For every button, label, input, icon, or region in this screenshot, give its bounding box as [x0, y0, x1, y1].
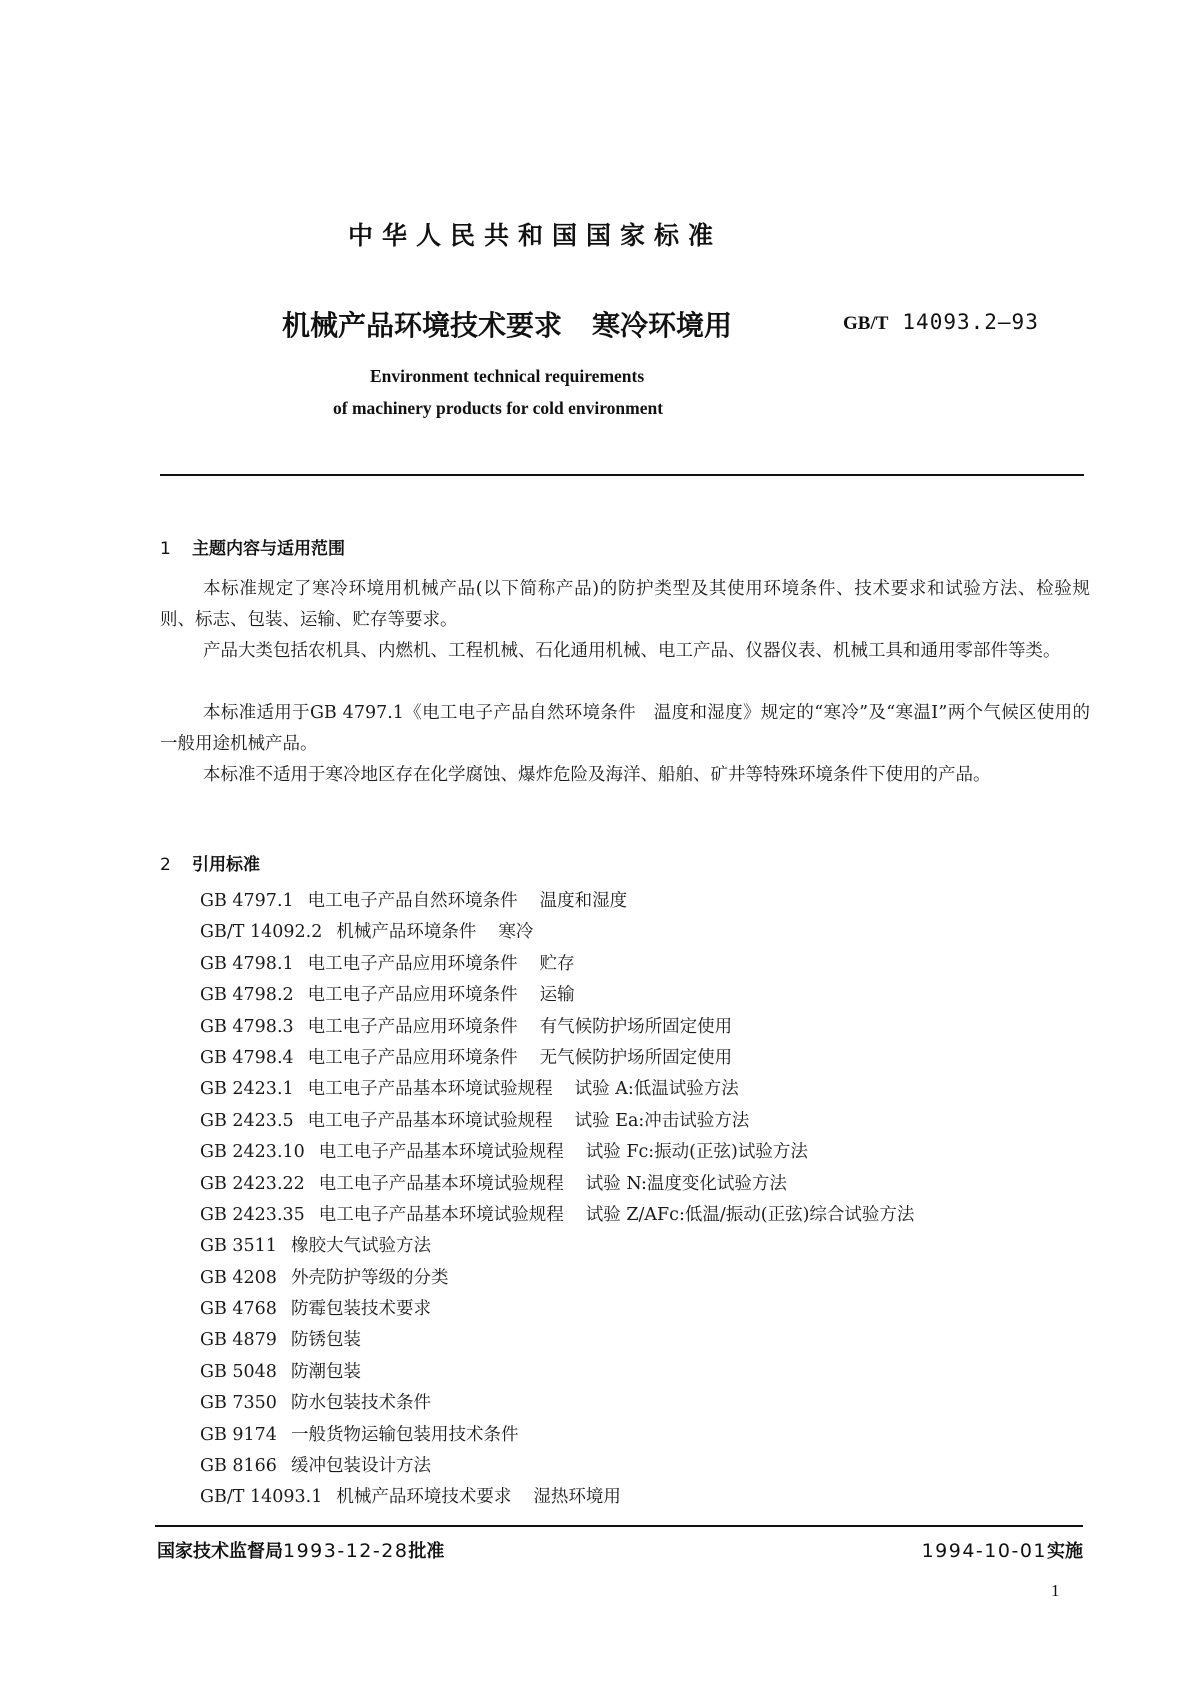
- reference-item: [200, 1231, 914, 1262]
- reference-title: 缓冲包装设计方法: [290, 1456, 431, 1477]
- reference-code: GB/T 14092.2: [200, 922, 323, 943]
- reference-code: GB 4768: [200, 1299, 277, 1320]
- reference-title: 机械产品环境技术要求: [336, 1487, 512, 1508]
- reference-code: GB 5048: [200, 1361, 277, 1382]
- reference-subtitle: 运输: [539, 985, 575, 1006]
- reference-code: GB 7350: [200, 1393, 277, 1414]
- reference-subtitle: 试验 Ea:冲击试验方法: [574, 1110, 750, 1131]
- approval-info: [157, 1537, 444, 1563]
- approval-org: 国家技术监督局: [157, 1541, 283, 1562]
- reference-title: 电工电子产品应用环境条件: [307, 1047, 518, 1068]
- paragraph: 产品大类包括农机具、内燃机、工程机械、石化通用机械、电工产品、仪器仪表、机械工具和通用零部件等类。: [203, 641, 1061, 661]
- reference-title: 一般货物运输包装用技术条件: [290, 1424, 519, 1445]
- standard-code-prefix: GB/T: [843, 313, 889, 334]
- reference-item: [200, 1043, 914, 1074]
- reference-item: [200, 1106, 914, 1137]
- effective-label: 实施: [1047, 1541, 1083, 1562]
- reference-subtitle: 贮存: [539, 953, 575, 974]
- reference-title: 外壳防护等级的分类: [290, 1267, 449, 1288]
- reference-code: GB 4798.3: [200, 1016, 294, 1037]
- reference-title: 电工电子产品基本环境试验规程: [318, 1173, 564, 1194]
- effective-date: 1994-10-01: [921, 1540, 1047, 1562]
- standard-code: [843, 310, 1039, 335]
- reference-item: [200, 1074, 914, 1105]
- section-1-heading: [160, 534, 345, 559]
- section-number: 1: [160, 539, 171, 559]
- reference-subtitle: 寒冷: [498, 922, 534, 943]
- reference-item: [200, 1294, 914, 1325]
- page-number: 1: [1051, 1581, 1060, 1600]
- reference-title: 电工电子产品基本环境试验规程: [307, 1079, 553, 1100]
- footer-divider: [155, 1525, 1083, 1527]
- reference-subtitle: 无气候防护场所固定使用: [539, 1047, 733, 1068]
- reference-title: 橡胶大气试验方法: [290, 1236, 431, 1257]
- reference-item: [200, 1325, 914, 1356]
- title-cn-part1: 机械产品环境技术要求: [282, 309, 563, 342]
- reference-code: GB 3511: [200, 1236, 277, 1257]
- reference-item: [200, 949, 914, 980]
- reference-title: 防霉包装技术要求: [290, 1299, 431, 1320]
- standard-code-number: 14093.2—93: [902, 310, 1039, 334]
- reference-code: GB 4879: [200, 1330, 277, 1351]
- reference-code: GB 4798.4: [200, 1047, 294, 1068]
- approval-date: 1993-12-28: [283, 1540, 409, 1562]
- document-title-en-line2: of machinery products for cold environment: [333, 398, 664, 418]
- reference-subtitle: 试验 Z/AFc:低温/振动(正弦)综合试验方法: [585, 1204, 915, 1225]
- reference-code: GB 2423.22: [200, 1173, 305, 1194]
- reference-title: 防水包装技术条件: [290, 1393, 431, 1414]
- reference-subtitle: 湿热环境用: [533, 1487, 621, 1508]
- reference-code: GB 4797.1: [200, 891, 294, 911]
- reference-title: 机械产品环境条件: [336, 922, 477, 943]
- reference-list: [200, 886, 914, 1514]
- section-title: 主题内容与适用范围: [192, 539, 345, 559]
- reference-title: 电工电子产品基本环境试验规程: [318, 1204, 564, 1225]
- reference-title: 电工电子产品基本环境试验规程: [307, 1110, 553, 1131]
- reference-item: [200, 1012, 914, 1043]
- reference-title: 电工电子产品自然环境条件: [307, 891, 518, 911]
- reference-code: GB 4798.2: [200, 985, 294, 1006]
- reference-title: 电工电子产品应用环境条件: [307, 953, 518, 974]
- reference-title: 防锈包装: [290, 1330, 361, 1351]
- reference-code: GB 9174: [200, 1424, 277, 1445]
- paragraph: 本标准规定了寒冷环境用机械产品(以下简称产品)的防护类型及其使用环境条件、技术要求和试验方法、检验规则、标志、包装、运输、贮存等要求。: [160, 579, 1090, 630]
- reference-item: [200, 886, 914, 917]
- header-divider: [160, 474, 1084, 476]
- reference-code: GB/T 14093.1: [200, 1487, 323, 1508]
- reference-code: GB 2423.1: [200, 1079, 294, 1100]
- reference-item: [200, 917, 914, 948]
- reference-subtitle: 试验 A:低温试验方法: [574, 1079, 739, 1100]
- reference-item: [200, 980, 914, 1011]
- reference-item: [200, 1451, 914, 1482]
- section-2-heading: [160, 850, 260, 875]
- paragraph: 本标准适用于GB 4797.1《电工电子产品自然环境条件 温度和湿度》规定的“寒冷”及“寒温Ⅰ”两个气候区使用的一般用途机械产品。: [160, 703, 1090, 754]
- reference-item: [200, 1388, 914, 1419]
- reference-title: 电工电子产品基本环境试验规程: [318, 1142, 564, 1163]
- effective-info: [922, 1537, 1083, 1563]
- reference-code: GB 4208: [200, 1267, 277, 1288]
- reference-item: [200, 1420, 914, 1451]
- reference-code: GB 2423.5: [200, 1110, 294, 1131]
- reference-item: [200, 1200, 914, 1231]
- reference-item: [200, 1169, 914, 1200]
- approval-label: 批准: [408, 1541, 445, 1562]
- reference-title: 电工电子产品应用环境条件: [307, 985, 518, 1006]
- reference-subtitle: 试验 N:温度变化试验方法: [585, 1173, 787, 1194]
- reference-item: [200, 1263, 914, 1294]
- reference-item: [200, 1357, 914, 1388]
- reference-subtitle: 试验 Fc:振动(正弦)试验方法: [585, 1142, 808, 1163]
- reference-title: 电工电子产品应用环境条件: [307, 1016, 518, 1037]
- document-title-cn: [282, 304, 732, 344]
- national-standard-label: 中华人民共和国国家标准: [348, 221, 723, 250]
- section-title: 引用标准: [192, 855, 260, 875]
- paragraph: 本标准不适用于寒冷地区存在化学腐蚀、爆炸危险及海洋、船舶、矿井等特殊环境条件下使用的产品。: [203, 765, 991, 785]
- reference-subtitle: 温度和湿度: [539, 891, 628, 911]
- reference-item: [200, 1137, 914, 1168]
- reference-code: GB 2423.10: [200, 1142, 305, 1163]
- reference-code: GB 8166: [200, 1456, 277, 1477]
- reference-subtitle: 有气候防护场所固定使用: [539, 1016, 733, 1037]
- section-number: 2: [160, 855, 171, 875]
- reference-title: 防潮包装: [290, 1361, 361, 1382]
- document-title-en-line1: Environment technical requirements: [370, 366, 645, 386]
- title-cn-part2: 寒冷环境用: [592, 309, 733, 342]
- reference-code: GB 2423.35: [200, 1204, 305, 1225]
- reference-item: [200, 1482, 914, 1513]
- reference-code: GB 4798.1: [200, 953, 294, 974]
